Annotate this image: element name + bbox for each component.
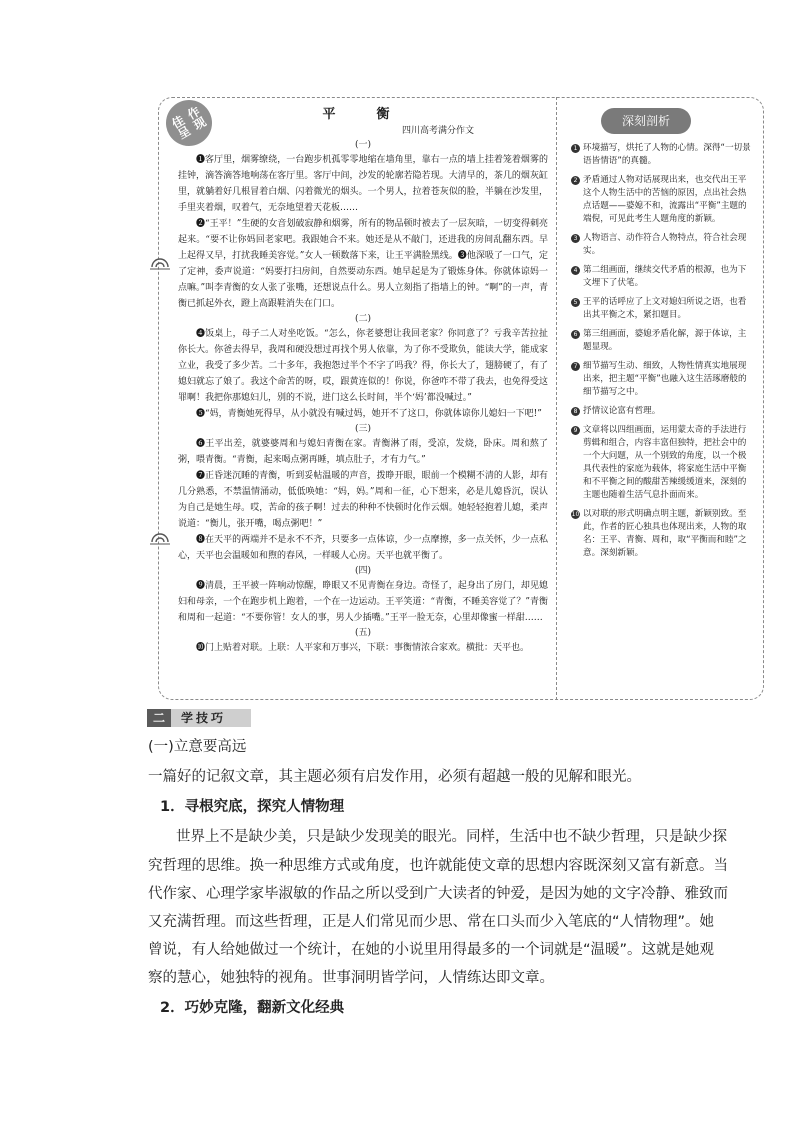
note-text: 人物语言、动作符合人物特点，符合社会现实。 [583, 233, 747, 256]
body-line: 代作家、心理学家毕淑敏的作品之所以受到广大读者的钟爱，是因为她的文字冷静、雅致而 [148, 886, 728, 902]
essay-paragraph: ❻王平出差，就婆婆周和与媳妇青衡在家。青衡淋了雨，受凉，发烧，卧床。周和熬了粥，喂青衡。“青衡，起来喝点粥再睡，填点肚子，才有力气。” [178, 439, 548, 465]
body-line: 又充满哲理。而这些哲理，正是人们常见而少思、常在口头而少入笔底的“人情物理”。她 [148, 914, 715, 930]
analysis-note [571, 264, 751, 290]
section-header [147, 709, 251, 727]
note-number: 10 [571, 511, 580, 518]
analysis-note [571, 232, 751, 258]
body-line: 世界上不是缺少美，只是缺少发现美的眼光。同样，生活中也不缺少哲理，只是缺少探 [176, 829, 727, 845]
essay-title: 平 衡 [322, 107, 404, 122]
section-number: 二 [147, 709, 171, 727]
analysis-note [571, 360, 751, 399]
note-number: 7 [571, 362, 580, 371]
essay-paragraph: ❽在天平的两端并不是永不不齐，只要多一点体谅，少一点摩擦，多一点关怀，少一点私心，天平也会温暖如和煦的春风，一样暖人心房。天平也就平衡了。 [178, 535, 548, 561]
note-text: 抒情议论富有哲理。 [583, 406, 661, 416]
analysis-note [571, 142, 751, 168]
badge-char: 佳 [169, 113, 187, 132]
analysis-note [571, 328, 751, 354]
section-label: (三) [354, 424, 372, 434]
point-heading: 1．寻根究底，探究人情物理 [160, 799, 345, 815]
analysis-column [571, 108, 751, 566]
essay-paragraph: ❺“妈，青衡她死得早，从小就没有喊过妈，她开不了这口，你就体谅你儿媳妇一下吧!” [196, 409, 542, 419]
note-number: 2 [571, 176, 580, 185]
binding-hole-icon [150, 533, 170, 545]
analysis-note [571, 508, 751, 560]
note-number: 1 [571, 144, 580, 153]
section-label: (五) [354, 628, 372, 638]
note-text: 第二组画面，继续交代矛盾的根源，也为下文埋下了伏笔。 [583, 265, 747, 288]
body-line: 察的慧心，她独特的视角。世事洞明皆学问，人情练达即文章。 [148, 970, 554, 986]
section-label: (一) [354, 140, 372, 150]
note-text: 王平的话呼应了上文对媳妇所说之语，也看出其平衡之术，紧扣题目。 [583, 297, 747, 320]
essay-paragraph: ❶客厅里，烟雾缭绕，一台跑步机孤零零地缩在墙角里，靠右一点的墙上挂着笼着烟雾的挂钟，滴答滴答地响荡在客厅里。客厅中间，沙发的轮廓若隐若现。大清早的，茶几的烟灰缸里，就躺着好几根冒着白烟、闪着微光的烟头。一个男人，拉着苍灰似的脸，半躺在沙发里，手里夹着烟，叹着气，无奈地望着天花板…… [178, 155, 548, 213]
badge-char: 呈 [175, 123, 193, 142]
note-text: 环境描写，烘托了人物的心情。深得“一切景语皆情语”的真髓。 [583, 143, 751, 166]
note-number: 6 [571, 330, 580, 339]
analysis-note [571, 174, 751, 226]
note-text: 细节描写生动、细致，人物性情真实地展现出来，把主题“平衡”也融入这生活琢磨般的细节描写之中。 [583, 361, 747, 397]
section-label: (四) [354, 566, 372, 576]
essay-paragraph: ❼正昏迷沉睡的青衡，听到妥帖温暖的声音，拨睁开眼，眼前一个模糊不清的人影，却有几分熟悉，不禁温情涌动，低低唤她：“妈，妈。”周和一征，心下想来，必是儿媳昏沉，误认为自己是她生母。哎，苦命的孩子啊！过去的种种不快顿时化作云烟。她轻轻抱着儿媳，柔声说道：“衡儿，张开嘴，喝点粥吧！” [178, 471, 548, 529]
point-heading: 2．巧妙克隆，翻新文化经典 [160, 1000, 345, 1016]
essay-subtitle: 四川高考满分作文 [401, 126, 474, 136]
note-number: 3 [571, 234, 580, 243]
note-number: 8 [571, 407, 580, 416]
analysis-note [571, 424, 751, 502]
binding-hole-icon [150, 258, 170, 270]
essay-paragraph: ❾清晨，王平被一阵响动惊醒，睁眼又不见青衡在身边。奇怪了，起身出了房门，却见媳妇和母亲，一个在跑步机上跑着，一个在一边运动。王平笑道：“青衡，不睡美容觉了？”青衡和周和一起道：“不要你管！女人的事，男人少插嘴。”王平一脸无奈，心里却像蜜一样甜…… [178, 581, 548, 623]
section-title: 学技巧 [181, 711, 227, 725]
essay-paragraph: ❿门上贴着对联。上联：人平家和万事兴，下联：事衡情浓合家欢。横批：天平也。 [196, 643, 530, 653]
body-line: 究哲理的思维。换一种思维方式或角度，也许就能使文章的思想内容既深刻又富有新意。当 [148, 858, 728, 874]
section-label: (二) [354, 314, 372, 324]
note-number: 4 [571, 266, 580, 275]
analysis-heading: 深刻剖析 [601, 108, 691, 134]
essay-paragraph: ❹饭桌上，母子二人对坐吃饭。“怎么，你老婆想让我回老家？你同意了？亏我辛苦拉扯你长大。你爸去得早，我周和硬没想过再找个男人依靠，为了你不受欺负，能读大学，能成家立业，我受了多少苦。二十多年，我抱怨过半个不字了吗我？得，你长大了，翅膀硬了，有了媳妇就忘了娘了。我这个命苦的呀，哎，跟黄连似的！你说，你爸咋不带了我去，也免得受这罪啊！我把你那媳妇儿，别的不说，进门这么长时间，半个‘妈’都没喊过。” [178, 329, 548, 403]
badge-char: 作 [185, 104, 203, 123]
essay-paragraph: ❷“王平！”生硬的女音划破寂静和烟雾，所有的物品顿时被去了一层灰暗，一切变得刺亮起来。“要不让你妈回老家吧。我跟她合不来。她还是从不敲门，还进我的房间乱翻东西。早上起得又早，打扰我睡美容觉。”女人一顿数落下来，让王平满脸黑线。❸他深吸了一口气，定了定神，委声说道：“妈要打扫房间，自然要动东西。她早起是为了锻炼身体。你就体谅妈一点嘛。”叫李青衡的女人张了张嘴，还想说点什么。男人立刻指了指墙上的钟。“啊”的一声，青衡已抓起外衣，蹬上高跟鞋消失在门口。 [178, 219, 548, 309]
body-line: 曾说，有人给她做过一个统计，在她的小说里用得最多的一个词就是“温暖”。这就是她观 [148, 942, 715, 958]
note-number: 9 [571, 426, 580, 435]
body-line: 一篇好的记叙文章，其主题必须有启发作用，必须有超越一般的见解和眼光。 [148, 769, 641, 785]
column-divider [556, 97, 557, 700]
analysis-note [571, 296, 751, 322]
note-text: 矛盾通过人物对话展现出来，也交代出王平这个人物生活中的苦恼的原因，点出社会热点话题——婆媳不和，流露出“平衡”主题的端倪，可见此考生人题角度的新颖。 [583, 175, 747, 224]
essay-column [178, 106, 548, 656]
note-text: 以对联的形式明确点明主题，新颖别致。至此，作者的匠心独具也体现出来，人物的取名：王平、青衡、周和，取“平衡而和睦”之意。深刻新颖。 [583, 509, 747, 558]
note-number: 5 [571, 298, 580, 307]
note-text: 第三组画面，婆媳矛盾化解，源于体谅，主题显现。 [583, 329, 747, 352]
badge-char: 现 [191, 114, 209, 133]
note-text: 文章将以四组画面，运用蒙太奇的手法进行剪辑和组合，内容丰富但独特，把社会中的一个大问题，从一个别致的角度，以一个极具代表性的家庭为载体，将家庭生活中平衡和不平衡之间的酸甜苦辣缓缓道来，深刻的主题也随着生活气息扑面而来。 [583, 425, 747, 500]
analysis-note [571, 405, 751, 418]
sub-heading: (一)立意要高远 [148, 739, 247, 755]
